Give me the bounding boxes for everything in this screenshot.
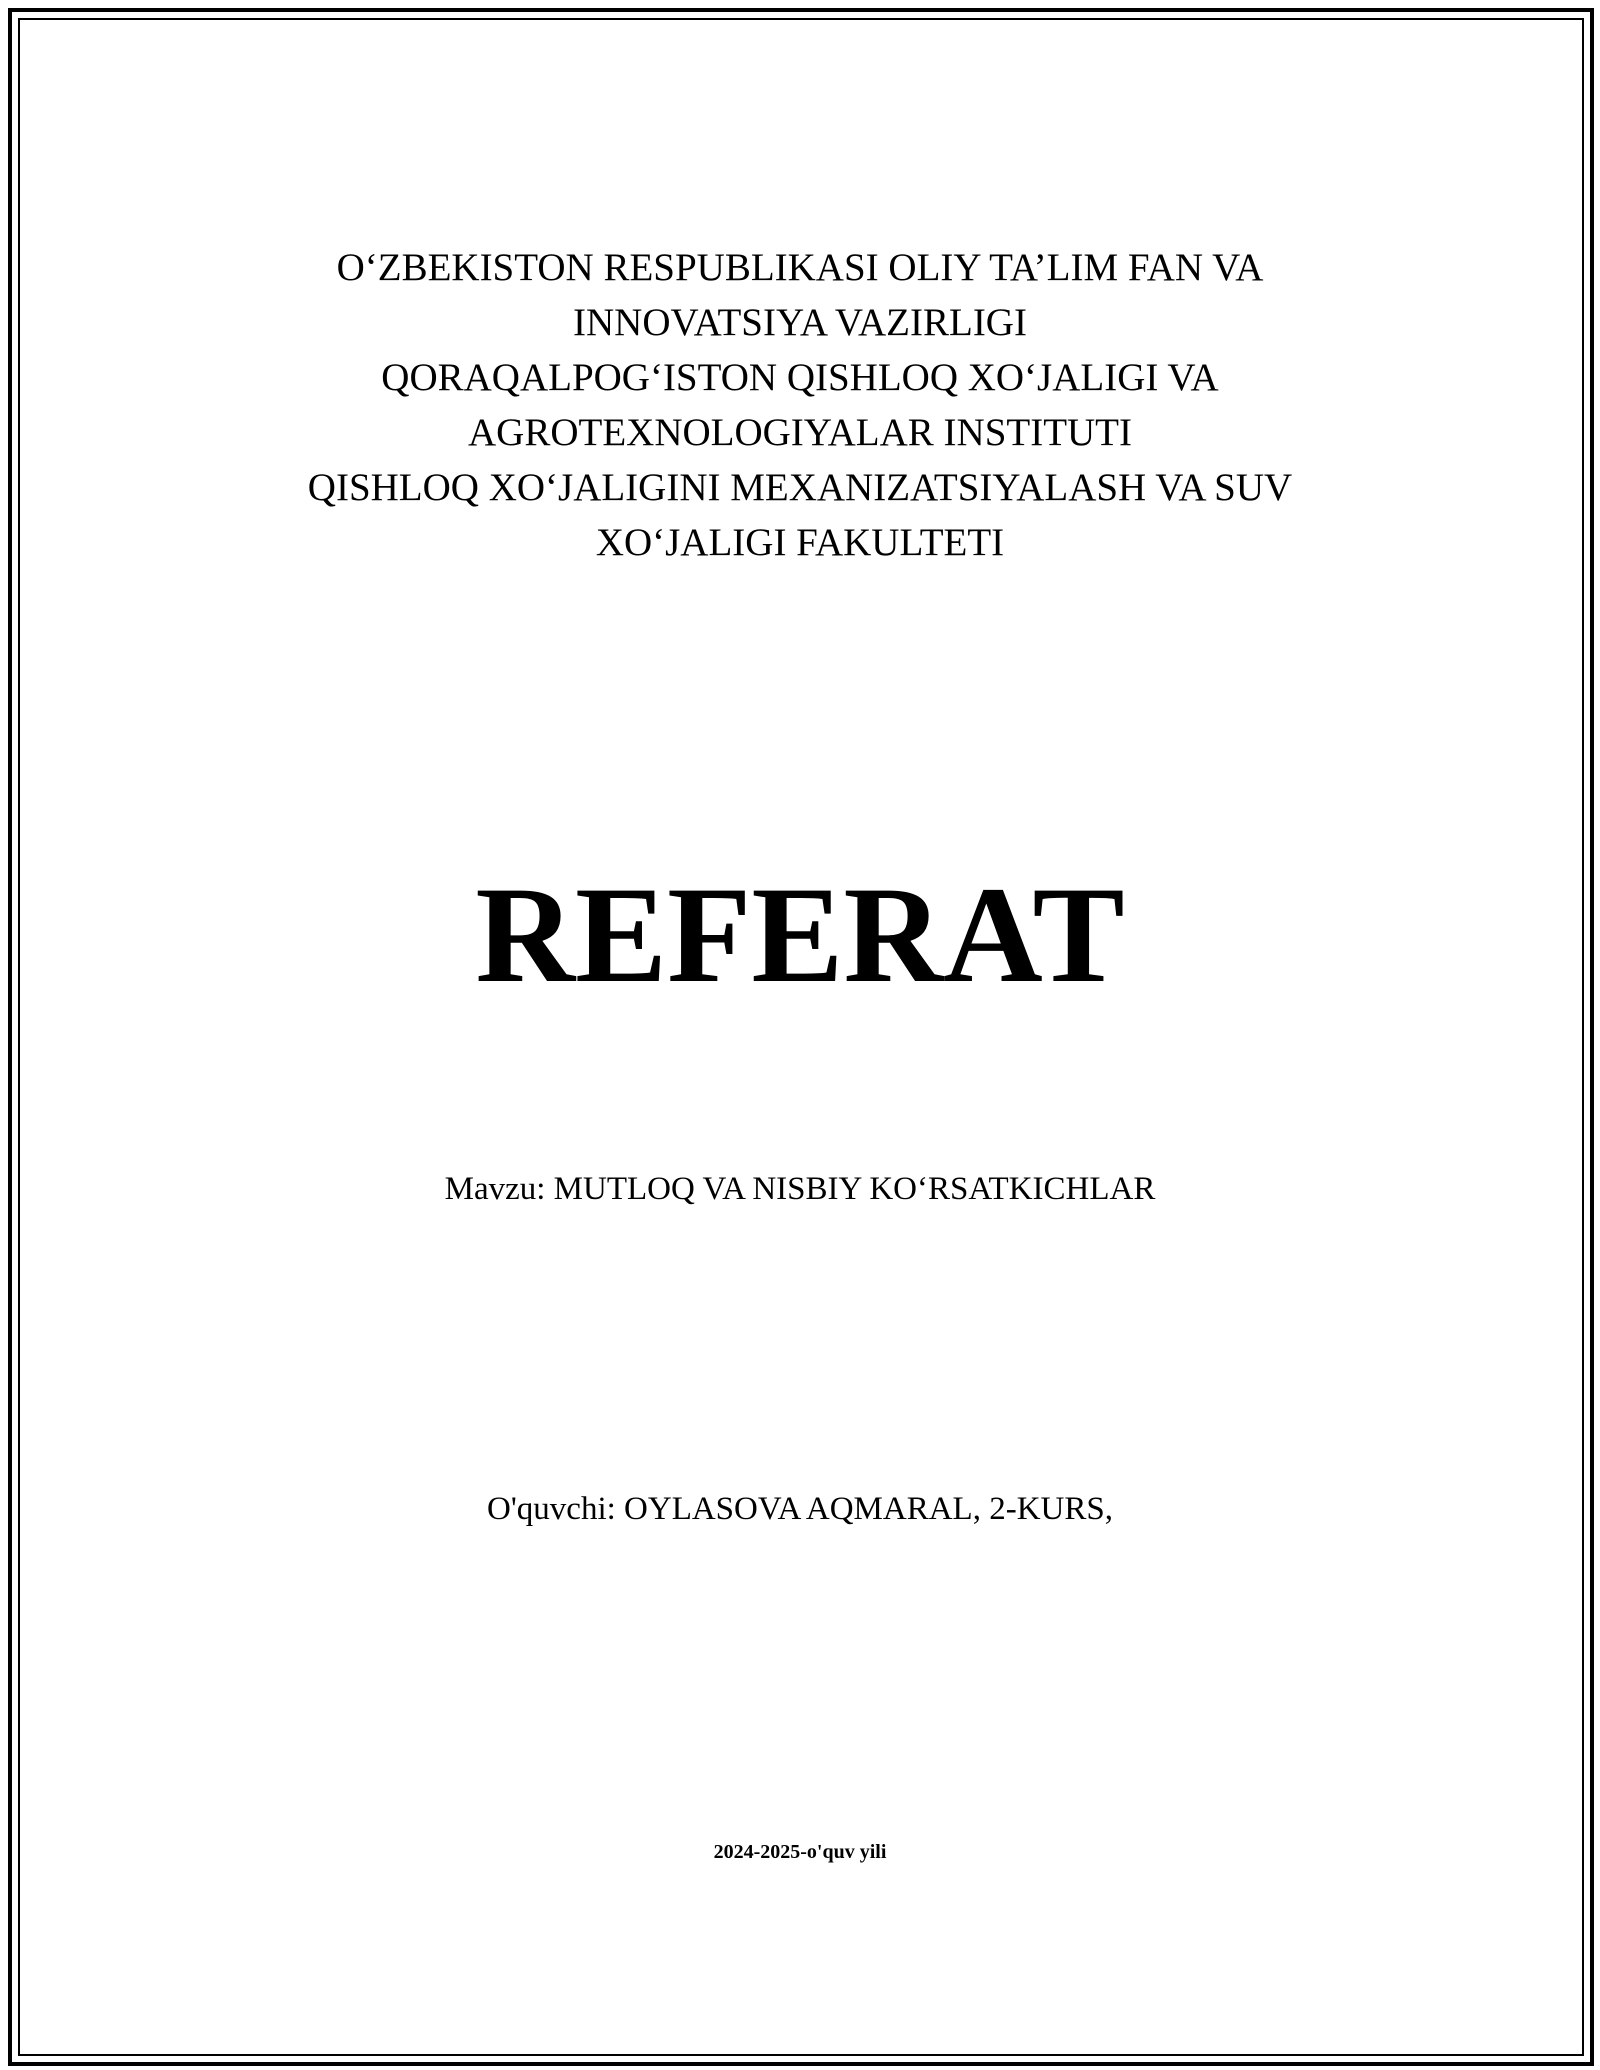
header-line-ministry-1: O‘ZBEKISTON RESPUBLIKASI OLIY TA’LIM FAN VA (336, 246, 1264, 289)
header-line-ministry-2: INNOVATSIYA VAZIRLIGI (573, 301, 1027, 344)
student-line: O'quvchi: OYLASOVA AQMARAL, 2-KURS, (487, 1491, 1113, 1527)
header-line-faculty-2: XO‘JALIGI FAKULTETI (595, 521, 1005, 564)
header-line-institute-2: AGROTEXNOLOGIYALAR INSTITUTI (468, 411, 1132, 454)
document-title: REFERAT (475, 858, 1125, 1011)
header-line-institute-1: QORAQALPOG‘ISTON QISHLOQ XO‘JALIGI VA (381, 356, 1219, 399)
institution-header (120, 240, 1480, 570)
header-line-faculty-1: QISHLOQ XO‘JALIGINI MEXANIZATSIYALASH VA SUV (307, 466, 1293, 509)
topic-line: Mavzu: MUTLOQ VA NISBIY KO‘RSATKICHLAR (444, 1171, 1156, 1207)
academic-year: 2024-2025-o'quv yili (713, 1841, 887, 1863)
